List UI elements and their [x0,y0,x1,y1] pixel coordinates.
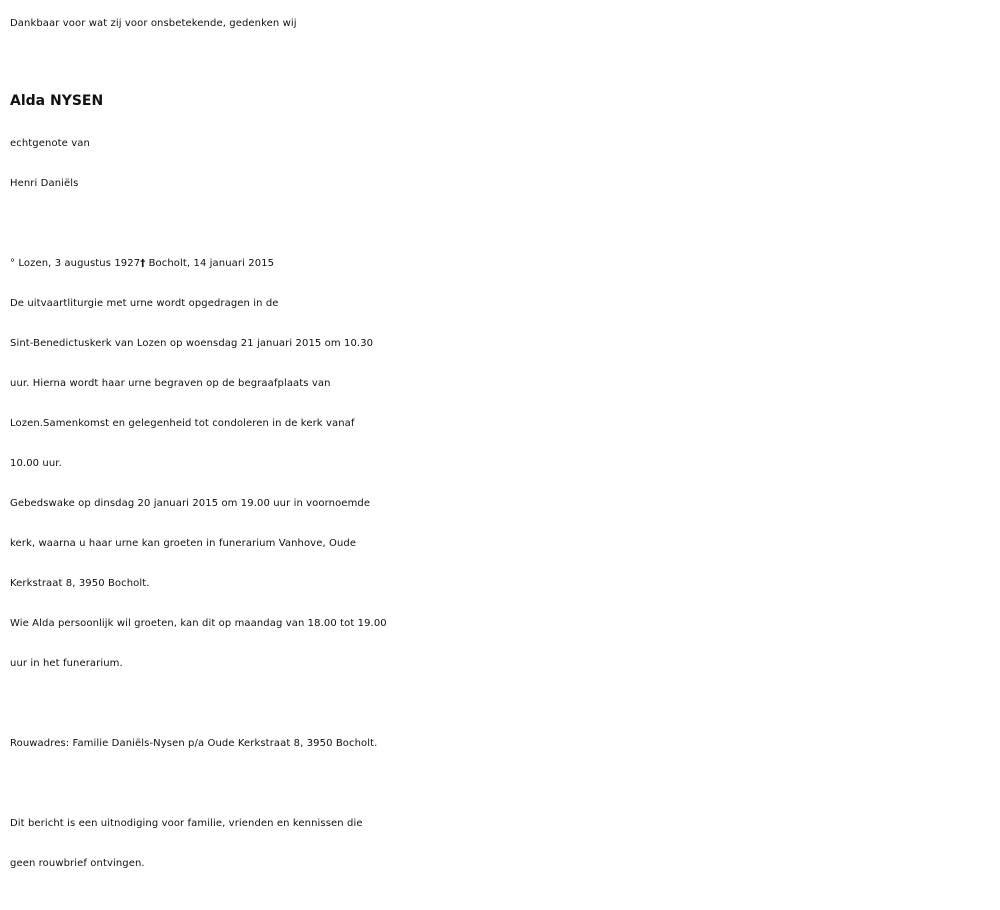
deceased-name: Alda NYSEN [10,93,104,109]
birth-info: ° Lozen, 3 augustus 1927 [10,258,141,269]
body-line: Gebedswake op dinsdag 20 januari 2015 om 19.00 uur in voornoemde [10,498,371,509]
cross-icon: † [140,258,146,269]
body-line: De uitvaartliturgie met urne wordt opgedragen in de [10,298,279,309]
life-dates [10,244,996,284]
spacer [10,684,996,724]
closing-line: Dit bericht is een uitnodiging voor familie, vrienden en kennissen die [10,818,363,829]
body-line: Lozen.Samenkomst en gelegenheid tot condoleren in de kerk vanaf [10,418,355,429]
body-line: Sint-Benedictuskerk van Lozen op woensdag 21 januari 2015 om 10.30 [10,338,374,349]
mourning-address: Rouwadres: Familie Daniëls-Nysen p/a Oude Kerkstraat 8, 3950 Bocholt. [10,738,378,749]
closing-line: geen rouwbrief ontvingen. [10,858,145,869]
body-line: kerk, waarna u haar urne kan groeten in funerarium Vanhove, Oude [10,538,357,549]
body-line: 10.00 uur. [10,458,62,469]
body-line: uur in het funerarium. [10,658,123,669]
spouse-name: Henri Daniëls [10,178,79,189]
spacer [10,204,996,244]
death-info: Bocholt, 14 januari 2015 [145,258,275,269]
body-line: Wie Alda persoonlijk wil groeten, kan dit op maandag van 18.00 tot 19.00 [10,618,387,629]
death-notice [10,4,996,884]
relation-text: echtgenote van [10,138,90,149]
spacer [10,764,996,804]
body-line: Kerkstraat 8, 3950 Bocholt. [10,578,150,589]
intro-text: Dankbaar voor wat zij voor onsbetekende, gedenken wij [10,18,297,29]
body-line: uur. Hierna wordt haar urne begraven op de begraafplaats van [10,378,331,389]
